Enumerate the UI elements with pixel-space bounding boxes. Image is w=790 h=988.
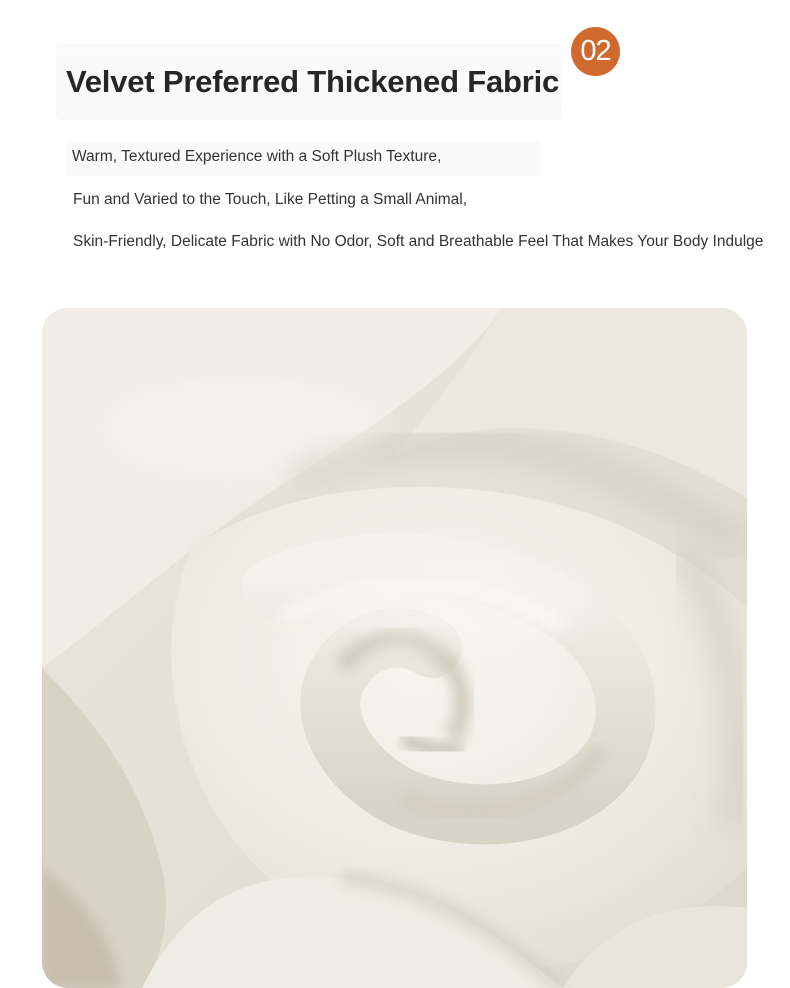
section-number-badge: 02 <box>571 27 620 76</box>
feature-line-skin-friendly: Skin-Friendly, Delicate Fabric with No Odor, Soft and Breathable Feel That Makes Your Body Indulge <box>73 233 764 250</box>
page-title: Velvet Preferred Thickened Fabric <box>66 64 560 99</box>
velvet-fabric-photo <box>42 308 747 988</box>
feature-line-warmth: Warm, Textured Experience with a Soft Plush Texture, <box>72 148 442 165</box>
feature-line-touch: Fun and Varied to the Touch, Like Petting a Small Animal, <box>73 191 468 208</box>
